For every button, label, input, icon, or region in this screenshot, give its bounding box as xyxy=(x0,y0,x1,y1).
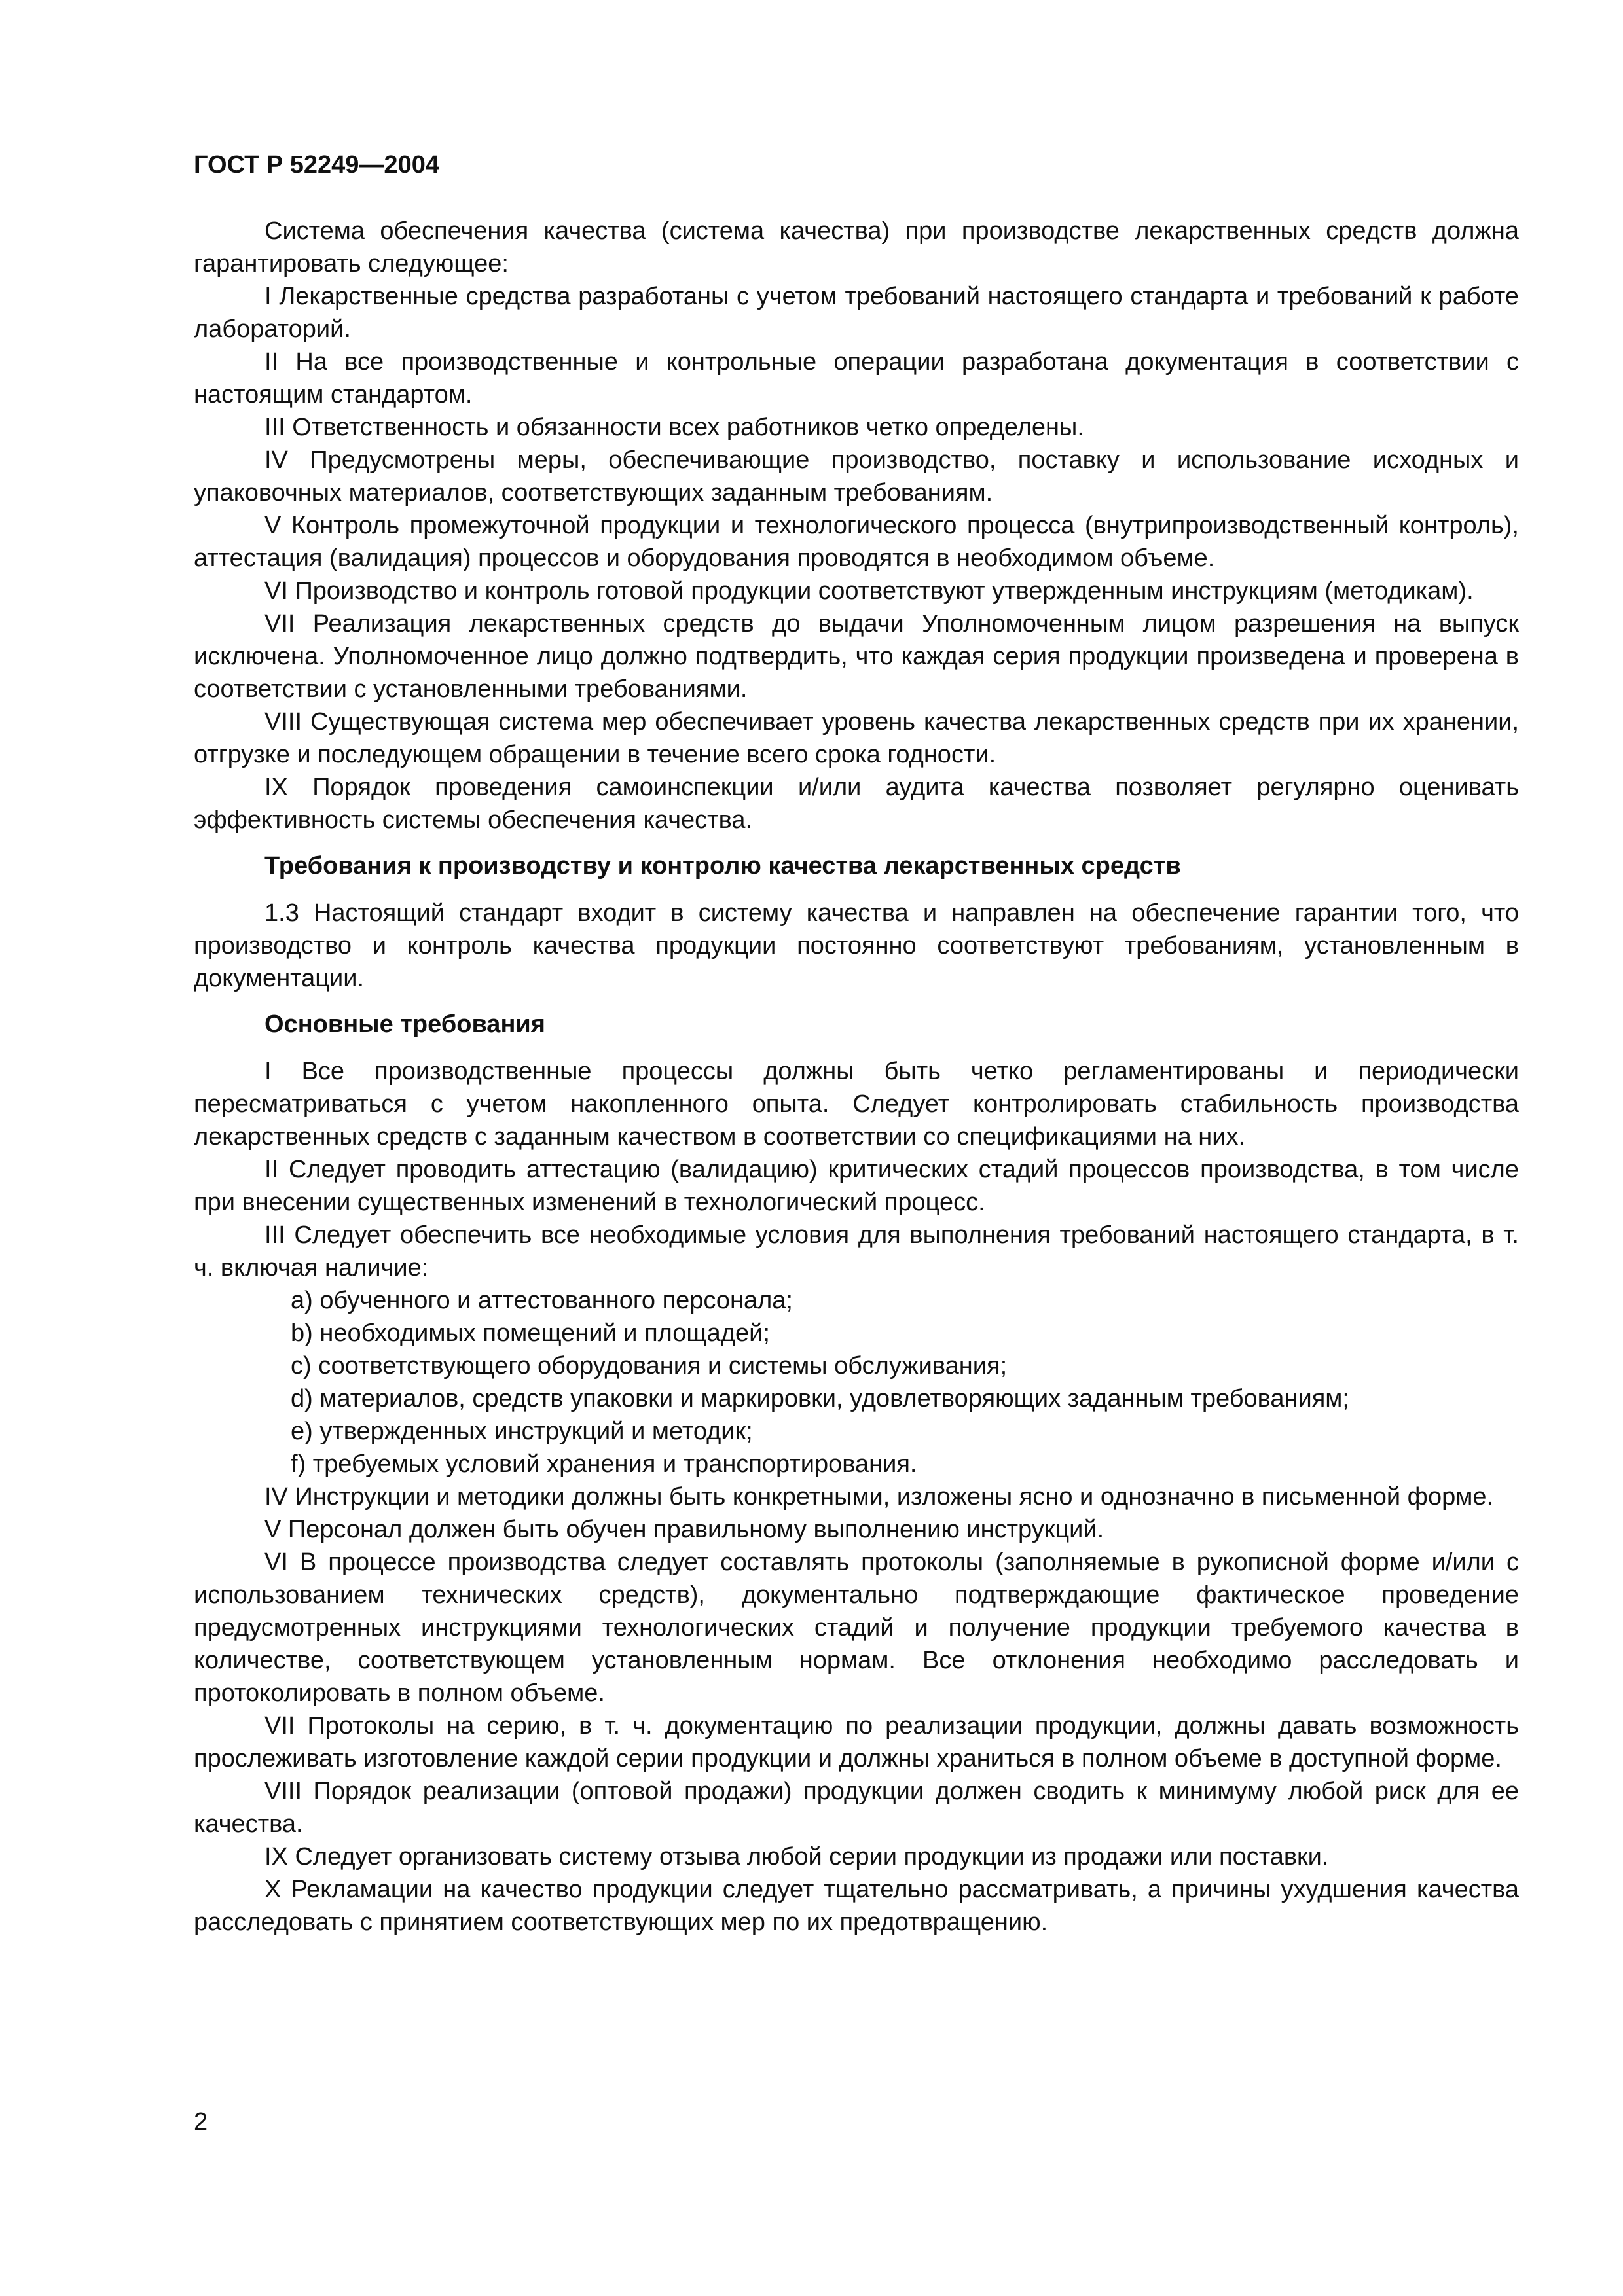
requirement-item-9: IX Следует организовать систему отзыва любой серии продукции из продажи или поставки. xyxy=(264,1843,1329,1871)
document-body xyxy=(194,215,1519,1939)
intro-item-9: IX Порядок проведения самоинспекции и/или аудита качества позволяет регулярно оценивать эффективность системы обеспечения качества. xyxy=(194,774,1519,834)
sublist-item-a: a) обученного и аттестованного персонала; xyxy=(291,1287,793,1314)
intro-item-1: I Лекарственные средства разработаны с учетом требований настоящего стандарта и требований к работе лабораторий. xyxy=(194,283,1519,343)
intro-item-5: V Контроль промежуточной продукции и технологического процесса (внутрипроизводственный контроль), аттестация (валидация) процессов и оборудования проводятся в необходимом объеме. xyxy=(194,512,1519,572)
clause-1-3-paragraph: 1.3 Настоящий стандарт входит в систему качества и направлен на обеспечение гарантии того, что производство и контроль качества продукции постоянно соответствуют требованиям, установленным в документации. xyxy=(194,899,1519,992)
sublist-item-d: d) материалов, средств упаковки и маркировки, удовлетворяющих заданным требованиям; xyxy=(291,1385,1349,1412)
intro-item-2: II На все производственные и контрольные операции разработана документация в соответствии с настоящим стандартом. xyxy=(194,348,1519,408)
sublist-item-f: f) требуемых условий хранения и транспортирования. xyxy=(291,1450,917,1478)
document-page xyxy=(194,149,1519,1939)
requirement-item-8: VIII Порядок реализации (оптовой продажи) продукции должен сводить к минимуму любой риск для ее качества. xyxy=(194,1778,1519,1838)
intro-item-8: VIII Существующая система мер обеспечивает уровень качества лекарственных средств при их хранении, отгрузке и последующем обращении в течение всего срока годности. xyxy=(194,708,1519,768)
sublist-item-c: c) соответствующего оборудования и системы обслуживания; xyxy=(291,1352,1008,1380)
requirement-item-7: VII Протоколы на серию, в т. ч. документацию по реализации продукции, должны давать возможность прослеживать изготовление каждой серии продукции и должны храниться в полном объеме в доступной форме. xyxy=(194,1712,1519,1772)
page-number: 2 xyxy=(194,2108,208,2136)
intro-item-3: III Ответственность и обязанности всех работников четко определены. xyxy=(264,414,1084,441)
intro-item-4: IV Предусмотрены меры, обеспечивающие производство, поставку и использование исходных и упаковочных материалов, соответствующих заданным требованиям. xyxy=(194,446,1519,507)
sublist-item-e: e) утвержденных инструкций и методик; xyxy=(291,1418,753,1445)
requirement-item-5: V Персонал должен быть обучен правильному выполнению инструкций. xyxy=(264,1516,1104,1543)
intro-paragraph: Система обеспечения качества (система качества) при производстве лекарственных средств должна гарантировать следующее: xyxy=(194,217,1519,278)
sublist-item-b: b) необходимых помещений и площадей; xyxy=(291,1319,770,1347)
requirement-item-1: I Все производственные процессы должны быть четко регламентированы и периодически пересматриваться с учетом накопленного опыта. Следует контролировать стабильность производства лекарственных средств с заданным качеством в соответствии со спецификациями на них. xyxy=(194,1058,1519,1151)
requirement-item-10: X Рекламации на качество продукции следует тщательно рассматривать, а причины ухудшения качества расследовать с принятием соответствующих мер по их предотвращению. xyxy=(194,1876,1519,1936)
intro-item-6: VI Производство и контроль готовой продукции соответствуют утвержденным инструкциям (методикам). xyxy=(264,577,1474,605)
requirement-item-4: IV Инструкции и методики должны быть конкретными, изложены ясно и однозначно в письменной форме. xyxy=(264,1483,1494,1511)
section-heading-production-requirements: Требования к производству и контролю качества лекарственных средств xyxy=(264,852,1181,880)
requirement-item-2: II Следует проводить аттестацию (валидацию) критических стадий процессов производства, в том числе при внесении существенных изменений в технологический процесс. xyxy=(194,1156,1519,1216)
section-heading-basic-requirements: Основные требования xyxy=(264,1011,545,1038)
requirement-item-3: III Следует обеспечить все необходимые условия для выполнения требований настоящего стандарта, в т. ч. включая наличие: xyxy=(194,1221,1519,1282)
document-code-header: ГОСТ Р 52249—2004 xyxy=(194,151,439,179)
requirement-item-6: VI В процессе производства следует составлять протоколы (заполняемые в рукописной форме и/или с использованием технических средств), документально подтверждающие фактическое проведение предусмотренных инструкциями технологических стадий и получение продукции требуемого качества в количестве, соответствующем установленным нормам. Все отклонения необходимо расследовать и протоколировать в полном объеме. xyxy=(194,1549,1519,1707)
intro-item-7: VII Реализация лекарственных средств до выдачи Уполномоченным лицом разрешения на выпуск исключена. Уполномоченное лицо должно подтвердить, что каждая серия продукции произведена и проверена в соответствии с установленными требованиями. xyxy=(194,610,1519,703)
